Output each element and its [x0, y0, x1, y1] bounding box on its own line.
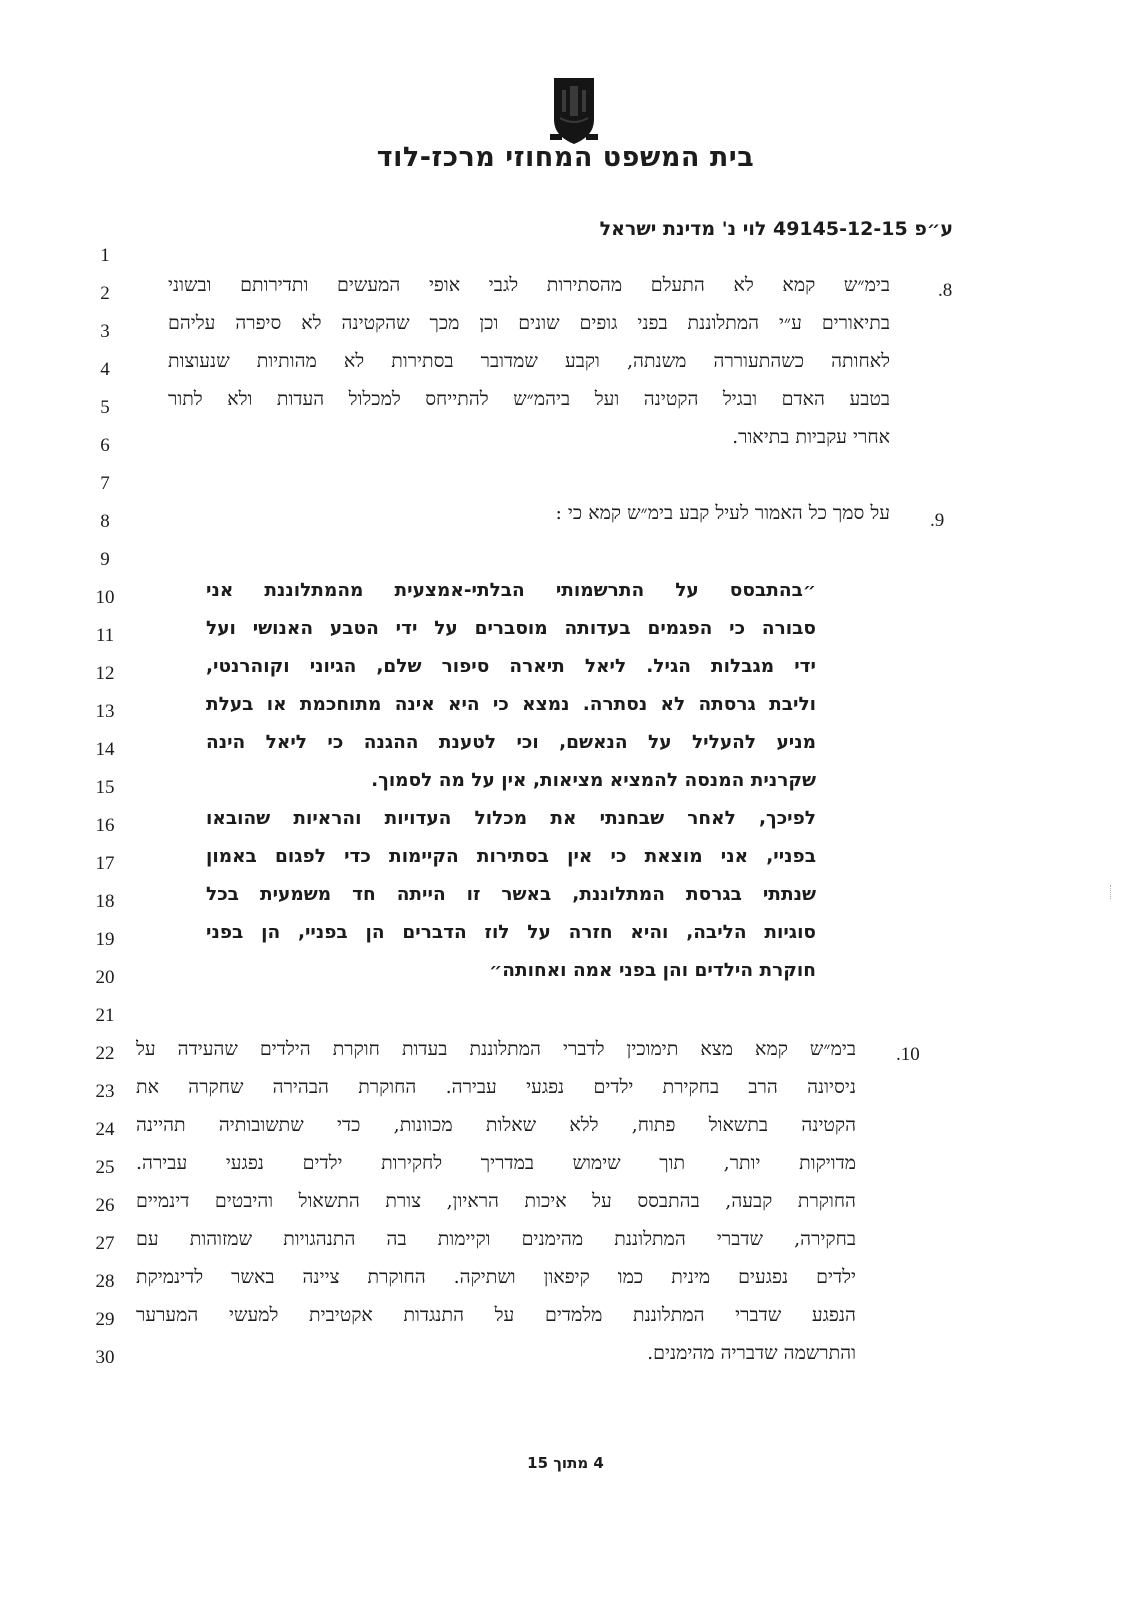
quote-line: שנתתי בגרסת המתלוננת, באשר זו הייתה חד משמעית בכל — [206, 884, 816, 905]
paragraph-line: החוקרת קבעה, בהתבסס על איכות הראיון, צורת התשאול והיבטים דינמיים — [136, 1190, 856, 1212]
line-number: 15 — [95, 777, 115, 798]
court-name: בית המשפט המחוזי מרכז-לוד — [376, 142, 755, 173]
paragraph-line: בתיאורים ע״י המתלוננת בפני גופים שונים וכן מכך שהקטינה לא סיפרה עליהם — [168, 312, 890, 334]
line-number: 12 — [95, 663, 115, 684]
quote-line: ״בהתבסס על התרשמותי הבלתי-אמצעית מהמתלוננת אני — [206, 580, 816, 601]
line-number: 14 — [95, 739, 115, 760]
quote-line: וליבת גרסתה לא נסתרה. נמצא כי היא אינה מתוחכמת או בעלת — [206, 694, 816, 715]
line-number: 8 — [100, 511, 110, 532]
quote-line: סבורה כי הפגמים בעדותה מוסברים על ידי הטבע האנושי ועל — [206, 618, 816, 639]
line-number: 24 — [95, 1119, 115, 1140]
paragraph-number: .9 — [930, 510, 945, 531]
quote-line: סוגיות הליבה, והיא חזרה על לוז הדברים הן בפניי, הן בפני — [206, 922, 816, 943]
line-number: 18 — [95, 891, 115, 912]
case-title: ע״פ 49145-12-15 לוי נ' מדינת ישראל — [599, 218, 953, 240]
line-number: 13 — [95, 701, 115, 722]
quote-line: לפיכך, לאחר שבחנתי את מכלול העדויות והראיות שהובאו — [206, 808, 816, 829]
paragraph-line: הנפגע שדברי המתלוננת מלמדים על התנגדות אקטיבית למעשי המערער — [136, 1304, 856, 1326]
paragraph-line: בחקירה, שדברי המתלוננת מהימנים וקיימות בה התנהגויות שמזוהות עם — [136, 1228, 856, 1250]
paragraph-line: על סמך כל האמור לעיל קבע בימ״ש קמא כי : — [555, 502, 890, 524]
paragraph-line: בימ״ש קמא לא התעלם מהסתירות לגבי אופי המעשים ותדירותם ובשוני — [168, 274, 890, 296]
line-number: 6 — [100, 435, 110, 456]
paragraph-number: .8 — [938, 280, 953, 301]
line-number: 28 — [95, 1271, 115, 1292]
line-number: 22 — [95, 1043, 115, 1064]
line-number: 27 — [95, 1233, 115, 1254]
line-number: 16 — [95, 815, 115, 836]
paragraph-line: בימ״ש קמא מצא תימוכין לדברי המתלוננת בעדות חוקרת הילדים שהעידה על — [136, 1038, 856, 1060]
line-number: 21 — [95, 1005, 115, 1026]
paragraph-line: ניסיונה הרב בחקירת ילדים נפגעי עבירה. החוקרת הבהירה שחקרה את — [136, 1076, 856, 1098]
line-number: 10 — [95, 587, 115, 608]
line-number: 19 — [95, 929, 115, 950]
line-number: 29 — [95, 1309, 115, 1330]
line-number: 30 — [95, 1347, 115, 1368]
paragraph-line: הקטינה בתשאול פתוח, ללא שאלות מכוונות, כדי שתשובותיה תהיינה — [136, 1114, 856, 1136]
quote-line: שקרנית המנסה להמציא מציאות, אין על מה לסמוך. — [371, 770, 816, 791]
paragraph-line: מדויקות יותר, תוך שימוש במדריך לחקירות ילדים נפגעי עבירה. — [136, 1152, 856, 1174]
line-number: 9 — [100, 549, 110, 570]
quote-line: חוקרת הילדים והן בפני אמה ואחותה״ — [489, 960, 816, 981]
line-number: 25 — [95, 1157, 115, 1178]
line-number: 17 — [95, 853, 115, 874]
line-number: 4 — [100, 359, 110, 380]
paragraph-number: .10 — [896, 1044, 920, 1065]
paragraph-line: בטבע האדם ובגיל הקטינה ועל ביהמ״ש להתייחס למכלול העדות ולא לתור — [168, 388, 890, 410]
line-number: 26 — [95, 1195, 115, 1216]
line-number: 3 — [100, 321, 110, 342]
line-number: 1 — [100, 245, 110, 266]
paragraph-line: אחרי עקביות בתיאור. — [732, 426, 890, 448]
line-number: 5 — [100, 397, 110, 418]
quote-line: ידי מגבלות הגיל. ליאל תיארה סיפור שלם, הגיוני וקוהרנטי, — [206, 656, 816, 677]
paragraph-line: ילדים נפגעים מינית כמו קיפאון ושתיקה. החוקרת ציינה באשר לדינמיקת — [136, 1266, 856, 1288]
paragraph-line: והתרשמה שדבריה מהימנים. — [647, 1342, 856, 1364]
paragraph-line: לאחותה כשהתעוררה משנתה, וקבע שמדובר בסתירות לא מהותיות שנעוצות — [168, 350, 890, 372]
line-number: 11 — [95, 625, 115, 646]
line-number: 7 — [100, 473, 110, 494]
page-number: 4 מתוך 15 — [527, 1454, 604, 1472]
quote-line: בפניי, אני מוצאת כי אין בסתירות הקיימות כדי לפגום באמון — [206, 846, 816, 867]
line-number: 23 — [95, 1081, 115, 1102]
quote-line: מניע להעליל על הנאשם, וכי לטענת ההגנה כי ליאל הינה — [206, 732, 816, 753]
state-emblem-icon — [548, 76, 600, 146]
line-number: 2 — [100, 283, 110, 304]
line-number: 20 — [95, 967, 115, 988]
scan-artifact — [1110, 885, 1113, 899]
